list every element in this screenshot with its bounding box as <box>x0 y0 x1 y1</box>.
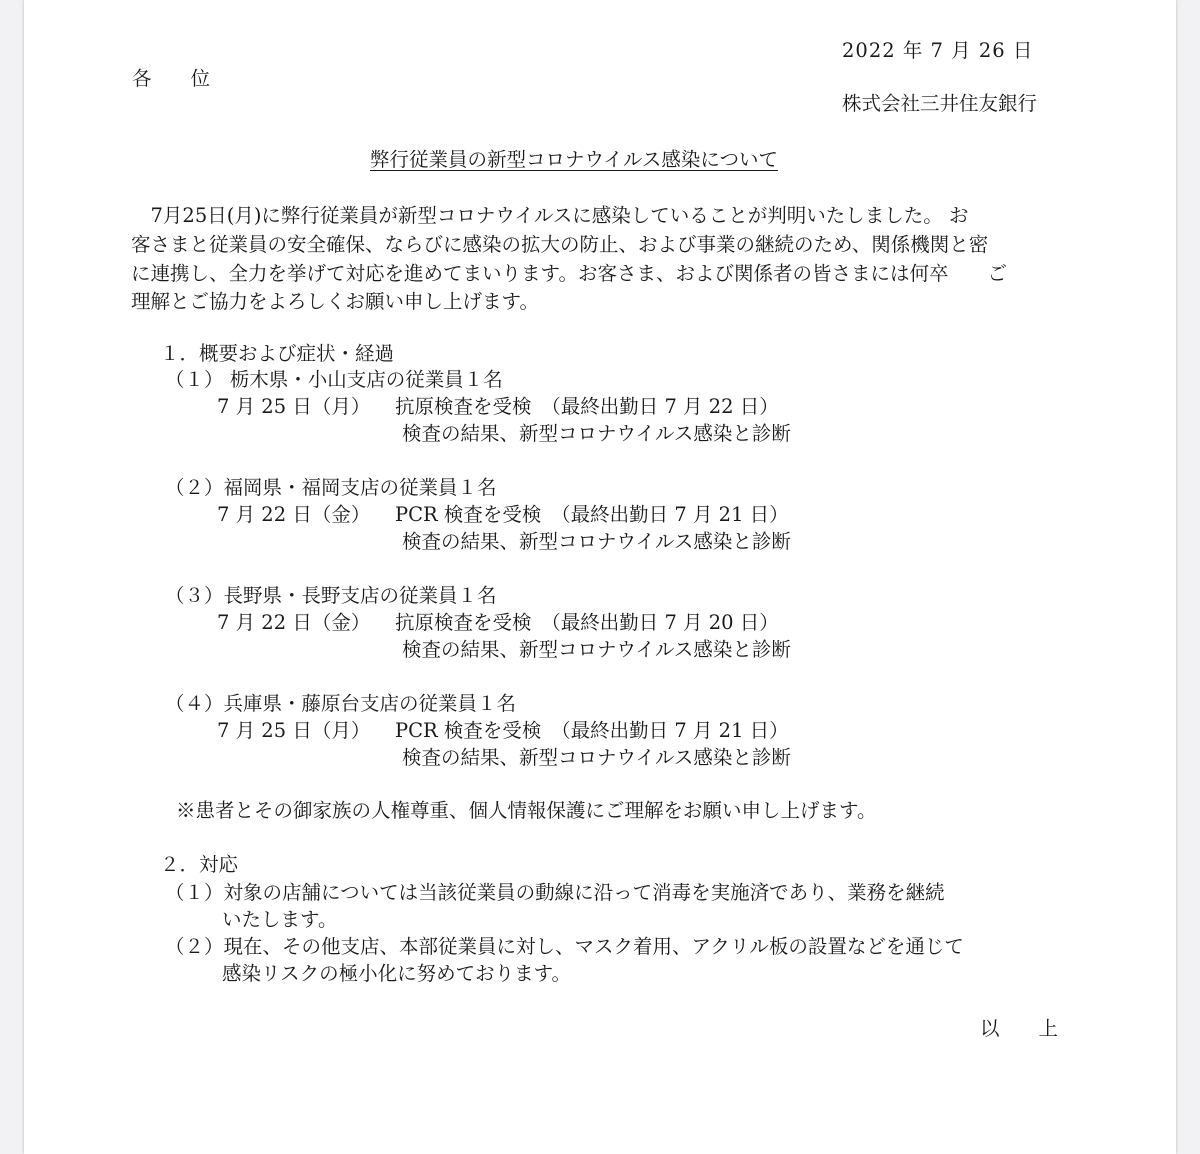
section1-heading: １．概要および症状・経過 <box>160 342 395 365</box>
document-title: 弊行従業員の新型コロナウイルス感染について <box>370 148 778 171</box>
response-2-line-1: （２）現在、その他支店、本部従業員に対し、マスク着用、アクリル板の設置などを通じて <box>165 935 964 958</box>
intro-line-1: 7月25日(月)に弊行従業員が新型コロナウイルスに感染していることが判明いたしました。 お <box>131 204 969 227</box>
privacy-note: ※患者とその御家族の人権尊重、個人情報保護にご理解をお願い申し上げます。 <box>176 799 877 822</box>
response-1-line-2: いたします。 <box>222 908 338 931</box>
case-3-label: （３）長野県・長野支店の従業員１名 <box>165 584 497 607</box>
case-4-result: 検査の結果、新型コロナウイルス感染と診断 <box>402 746 791 769</box>
case-2-label: （２）福岡県・福岡支店の従業員１名 <box>165 476 497 499</box>
case-4-label: （４）兵庫県・藤原台支店の従業員１名 <box>165 692 517 715</box>
section2-heading: ２．対応 <box>160 853 239 876</box>
case-3-test: 抗原検査を受検 （最終出勤日 7 月 20 日） <box>395 611 779 634</box>
response-1-line-1: （１）対象の店舗については当該従業員の動線に沿って消毒を実施済であり、業務を継続 <box>165 881 945 904</box>
case-2-date: 7 月 22 日（金） <box>217 503 371 526</box>
document-page <box>24 0 1176 1154</box>
case-1-date: 7 月 25 日（月） <box>217 395 371 418</box>
case-1-test: 抗原検査を受検 （最終出勤日 7 月 22 日） <box>395 395 779 418</box>
case-1-label: （１） 栃木県・小山支店の従業員１名 <box>165 368 503 391</box>
response-2-line-2: 感染リスクの極小化に努めております。 <box>222 962 572 985</box>
case-3-result: 検査の結果、新型コロナウイルス感染と診断 <box>402 638 791 661</box>
company-name: 株式会社三井住友銀行 <box>842 92 1038 115</box>
case-2-test: PCR 検査を受検 （最終出勤日 7 月 21 日） <box>395 503 789 526</box>
case-4-date: 7 月 25 日（月） <box>217 719 371 742</box>
case-3-date: 7 月 22 日（金） <box>217 611 371 634</box>
case-4-test: PCR 検査を受検 （最終出勤日 7 月 21 日） <box>395 719 789 742</box>
intro-line-4: 理解とご協力をよろしくお願い申し上げます。 <box>131 290 539 313</box>
document-date: 2022 年 7 月 26 日 <box>842 39 1034 62</box>
recipient-line: 各 位 <box>132 67 211 90</box>
intro-line-3: に連携し、全力を挙げて対応を進めてまいります。お客さま、および関係者の皆さまには何卒 ご <box>131 262 1007 285</box>
case-1-result: 検査の結果、新型コロナウイルス感染と診断 <box>402 422 791 445</box>
intro-line-2: 客さまと従業員の安全確保、ならびに感染の拡大の防止、および事業の継続のため、関係機関と密 <box>131 233 989 256</box>
closing-mark: 以 上 <box>980 1017 1059 1040</box>
case-2-result: 検査の結果、新型コロナウイルス感染と診断 <box>402 530 791 553</box>
